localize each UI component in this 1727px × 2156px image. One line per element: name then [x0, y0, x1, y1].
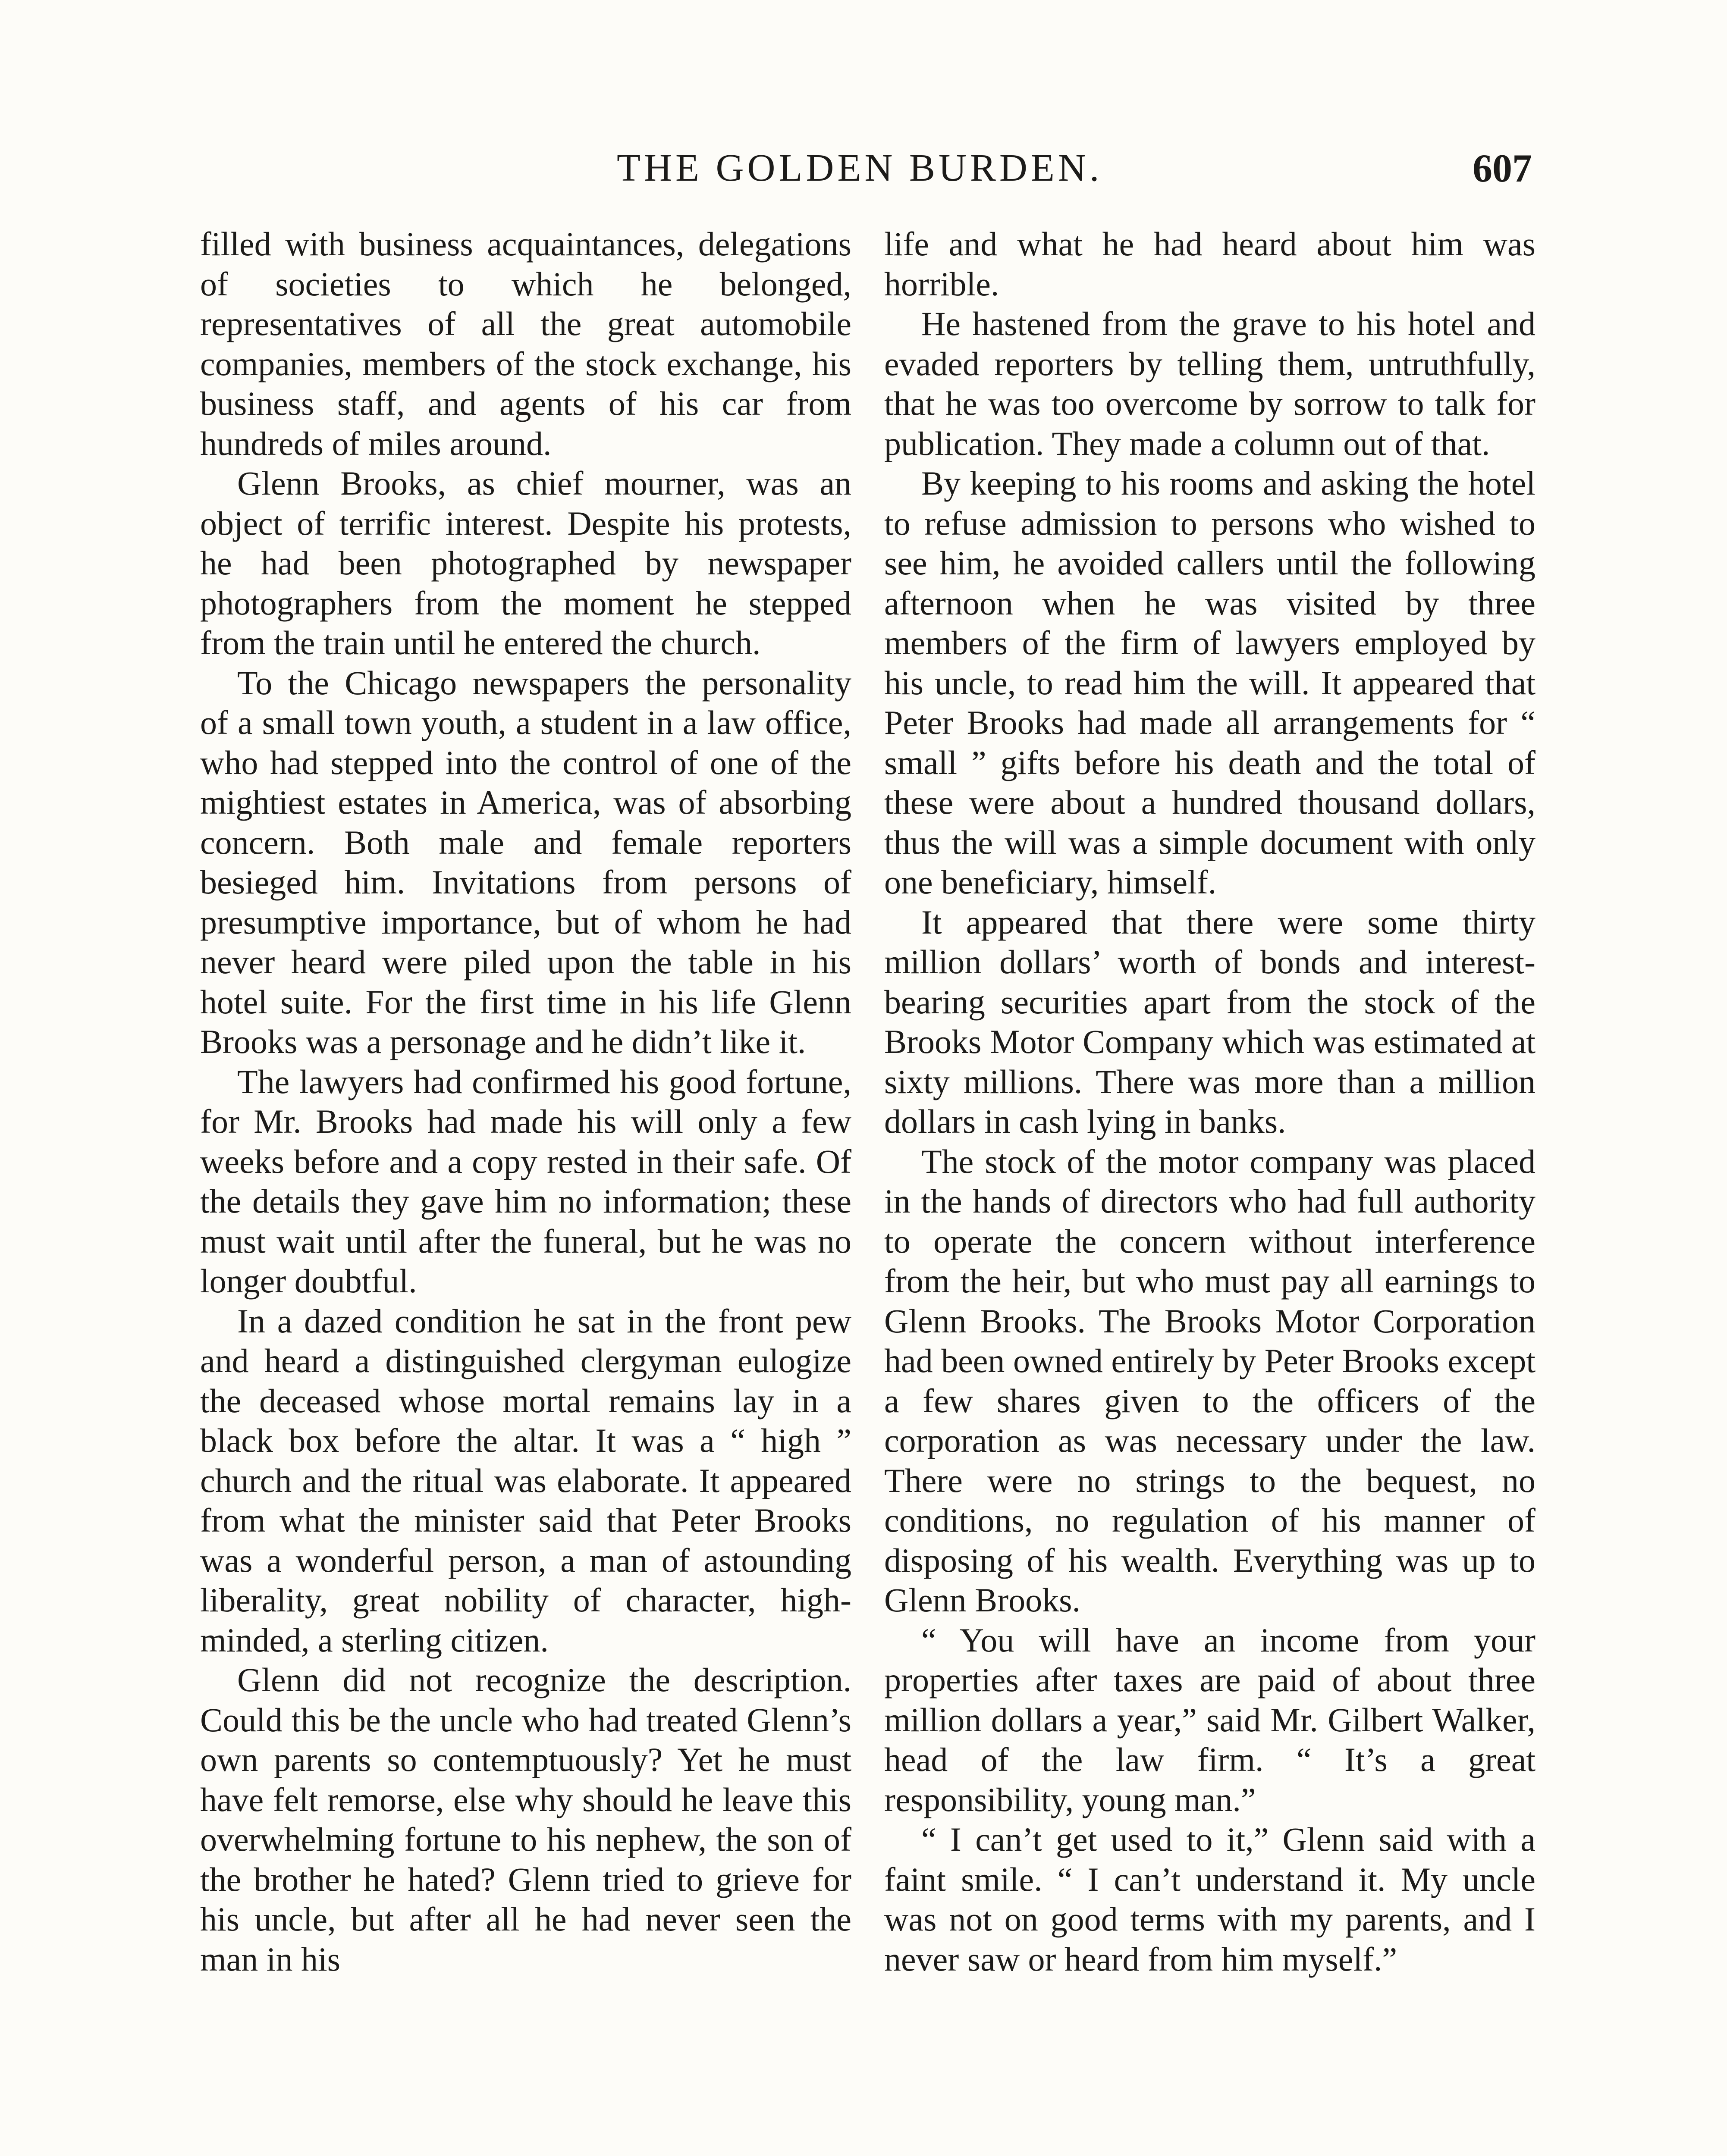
page-header — [0, 142, 1727, 194]
paragraph: In a dazed condition he sat in the front pew and heard a distinguished clergyman eulogize the deceased whose mortal remains lay in a black box before the altar. It was a “ high ” church and the ritual was elaborate. It appeared from what the minister said that Peter Brooks was a wonderful person, a man of astounding liberality, great nobility of character, high-minded, a sterling citizen. — [200, 1302, 851, 1659]
paragraph: Glenn did not recognize the description. Could this be the uncle who had treated Glenn’s own parents so contemptuously? Yet he must have felt remorse, else why should he leave this overwhelming fortune to his nephew, the son of the brother he hated? Glenn tried to grieve for his uncle, but after all he had never seen the man in his — [200, 1661, 851, 1978]
paragraph: The lawyers had confirmed his good fortune, for Mr. Brooks had made his will only a few weeks before and a copy rested in their safe. Of the details they gave him no information; these must wait until after the funeral, but he was no longer doubtful. — [200, 1062, 851, 1300]
running-title: THE GOLDEN BURDEN. — [617, 147, 1103, 189]
paragraph: “ I can’t get used to it,” Glenn said with a faint smile. “ I can’t understand it. My uncle was not on good terms with my parents, and I never saw or heard from him myself.” — [884, 1821, 1535, 1978]
paragraph: He hastened from the grave to his hotel and evaded reporters by telling them, untruthfully, that he was too overcome by sorrow to talk for publication. They made a column out of that. — [884, 305, 1535, 462]
left-column — [200, 224, 851, 1979]
paragraph: “ You will have an income from your properties after taxes are paid of about three million dollars a year,” said Mr. Gilbert Walker, head of the law firm. “ It’s a great responsibility, young man.” — [884, 1621, 1535, 1818]
paragraph: The stock of the motor company was placed in the hands of directors who had full authority to operate the concern without interference from the heir, but who must pay all earnings to Glenn Brooks. The Brooks Motor Corporation had been owned entirely by Peter Brooks except a few shares given to the officers of the corporation as was necessary under the law. There were no strings to the bequest, no conditions, no regulation of his manner of disposing of his wealth. Everything was up to Glenn Brooks. — [884, 1142, 1535, 1619]
page-number: 607 — [1473, 146, 1532, 190]
paragraph: Glenn Brooks, as chief mourner, was an object of terrific interest. Despite his protests, he had been photographed by newspaper photographers from the moment he stepped from the train until he entered the church. — [200, 464, 851, 661]
paragraph: filled with business acquaintances, delegations of societies to which he belonged, representatives of all the great automobile companies, members of the stock exchange, his business staff, and agents of his car from hundreds of miles around. — [200, 225, 851, 462]
paragraph: By keeping to his rooms and asking the hotel to refuse admission to persons who wished to see him, he avoided callers until the following afternoon when he was visited by three members of the firm of lawyers employed by his uncle, to read him the will. It appeared that Peter Brooks had made all arrangements for “ small ” gifts before his death and the total of these were about a hundred thousand dollars, thus the will was a simple document with only one beneficiary, himself. — [884, 464, 1535, 901]
paragraph: To the Chicago newspapers the personality of a small town youth, a student in a law office, who had stepped into the control of one of the mightiest estates in America, was of absorbing concern. Both male and female reporters besieged him. Invitations from persons of presumptive importance, but of whom he had never heard were piled upon the table in his hotel suite. For the first time in his life Glenn Brooks was a personage and he didn’t like it. — [200, 664, 851, 1060]
right-column — [884, 224, 1535, 1979]
paragraph: It appeared that there were some thirty million dollars’ worth of bonds and interest-bearing securities apart from the stock of the Brooks Motor Company which was estimated at sixty millions. There was more than a million dollars in cash lying in banks. — [884, 903, 1535, 1140]
paragraph: life and what he had heard about him was horrible. — [884, 225, 1535, 303]
